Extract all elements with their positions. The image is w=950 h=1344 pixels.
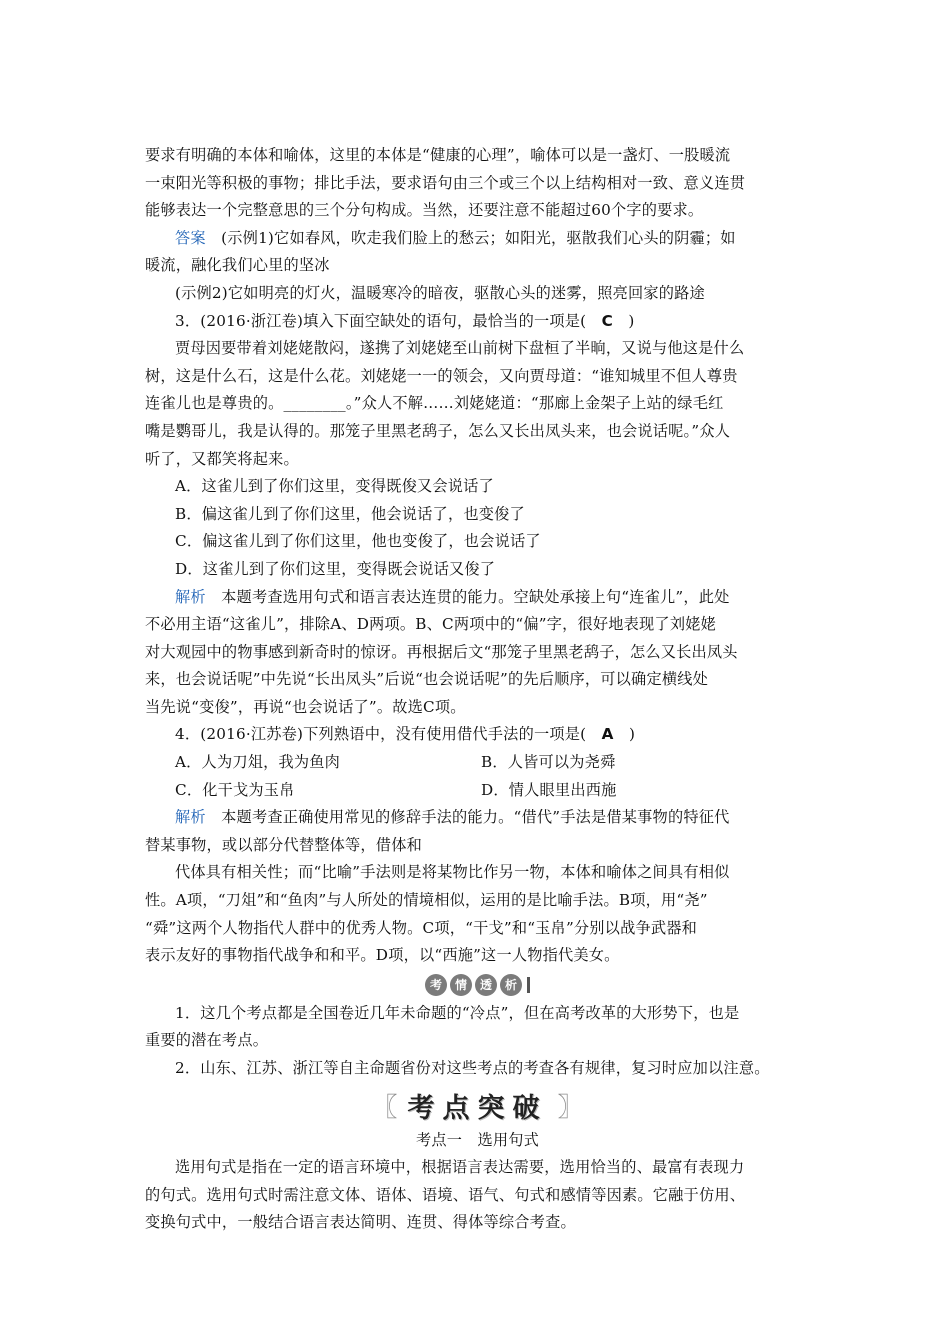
document-page	[145, 142, 810, 1237]
badge-char: 析	[500, 974, 522, 996]
option-c: C．化干戈为玉帛	[175, 780, 295, 799]
body-line: 变换句式中，一般结合语言表达简明、连贯、得体等综合考查。	[145, 1213, 576, 1232]
question-stem-text: 4．(2016·江苏卷)下列熟语中，没有使用借代手法的一项是(	[175, 725, 587, 744]
option-row	[145, 749, 810, 777]
analysis-line: 当先说“变俊”，再说“也会说话了”。故选C项。	[145, 697, 466, 716]
section-header	[145, 1085, 810, 1127]
section-subtitle: 考点一 选用句式	[415, 1130, 540, 1149]
option-b: B．偏这雀儿到了你们这里，他会说话了，也变俊了	[175, 504, 525, 523]
text-line: 暖流，融化我们心里的坚冰	[145, 256, 330, 275]
answer-line	[145, 225, 810, 253]
option-a: A．人为刀俎，我为鱼肉	[175, 753, 341, 772]
text-line: (示例2)它如明亮的灯火，温暖寒冷的暗夜，驱散心头的迷雾，照亮回家的路途	[175, 283, 705, 302]
analysis-label: 解析	[175, 587, 206, 606]
passage-line: 连雀儿也是尊贵的。________。”众人不解……刘姥姥道：“那廊上金架子上站的绿毛红	[145, 394, 724, 413]
paren-close: )	[629, 725, 636, 744]
option-row	[145, 777, 810, 805]
section-title-block	[371, 1086, 583, 1125]
kaoqing-badge-row	[145, 970, 810, 1000]
body-line: 选用句式是指在一定的语言环境中，根据语言表达需要，选用恰当的、最富有表现力	[175, 1158, 745, 1177]
option-a: A．这雀儿到了你们这里，变得既俊又会说话了	[175, 477, 494, 496]
kaoqing-badge	[425, 974, 530, 996]
option-b: B．人皆可以为尧舜	[481, 753, 616, 772]
question-answer: C	[601, 311, 613, 330]
answer-label: 答案	[175, 228, 206, 247]
note-line: 1．这几个考点都是全国卷近几年未命题的“冷点”，但在高考改革的大形势下，也是	[175, 1003, 740, 1022]
question-4-stem	[145, 721, 810, 749]
analysis-text: 本题考查选用句式和语言表达连贯的能力。空缺处承接上句“连雀儿”，此处	[205, 587, 730, 606]
analysis-line	[145, 584, 810, 612]
analysis-label: 解析	[175, 808, 206, 827]
question-3-stem	[145, 308, 810, 336]
analysis-text: 本题考查正确使用常见的修辞手法的能力。“借代”手法是借某事物的特征代	[205, 808, 730, 827]
right-bracket: 〗	[557, 1093, 584, 1124]
question-answer: A	[601, 725, 614, 744]
analysis-line: “舜”这两个人物指代人群中的优秀人物。C项，“干戈”和“玉帛”分别以战争武器和	[145, 918, 698, 937]
passage-line: 树，这是什么石，这是什么花。刘姥姥一一的领会，又向贾母道：“谁知城里不但人尊贵	[145, 366, 738, 385]
section-title: 考点突破	[407, 1093, 548, 1125]
badge-char: 考	[425, 974, 447, 996]
badge-char: 情	[450, 974, 472, 996]
left-bracket: 〖	[371, 1093, 398, 1124]
analysis-line: 来，也会说话呢”中先说“长出凤头”后说“也会说话呢”的先后顺序，可以确定横线处	[145, 670, 708, 689]
passage-line: 贾母因要带着刘姥姥散闷，遂携了刘姥姥至山前树下盘桓了半晌，又说与他这是什么	[175, 339, 745, 358]
text-line: 能够表达一个完整意思的三个分句构成。当然，还要注意不能超过60个字的要求。	[145, 201, 704, 220]
question-stem-text: 3．(2016·浙江卷)填入下面空缺处的语句，最恰当的一项是(	[175, 311, 587, 330]
analysis-line: 表示友好的事物指代战争和和平。D项，以“西施”这一人物指代美女。	[145, 946, 620, 965]
note-line: 重要的潜在考点。	[145, 1031, 269, 1050]
passage-line: 嘴是鹦哥儿，我是认得的。那笼子里黑老鸹子，怎么又长出凤头来，也会说话呢。”众人	[145, 421, 731, 440]
body-line: 的句式。选用句式时需注意文体、语体、语境、语气、句式和感情等因素。它融于仿用、	[145, 1185, 746, 1204]
note-line: 2．山东、江苏、浙江等自主命题省份对这些考点的考查各有规律，复习时应加以注意。	[175, 1059, 770, 1077]
analysis-line: 不必用主语“这雀儿”，排除A、D两项。B、C两项中的“偏”字，很好地表现了刘姥姥	[145, 615, 716, 634]
analysis-line: 代体具有相关性；而“比喻”手法则是将某物比作另一物，本体和喻体之间具有相似	[175, 863, 730, 882]
analysis-line	[145, 804, 810, 832]
text-line: 一束阳光等积极的事物；排比手法，要求语句由三个或三个以上结构相对一致、意义连贯	[145, 173, 746, 192]
analysis-line: 对大观园中的物事感到新奇时的惊讶。再根据后文“那笼子里黑老鸹子，怎么又长出凤头	[145, 642, 738, 661]
option-c: C．偏这雀儿到了你们这里，他也变俊了，也会说话了	[175, 532, 541, 551]
analysis-line: 性。A项，“刀俎”和“鱼肉”与人所处的情境相似，运用的是比喻手法。B项，用“尧”	[145, 891, 708, 910]
badge-bar	[527, 977, 530, 993]
option-d: D．情人眼里出西施	[481, 780, 617, 799]
badge-char: 透	[475, 974, 497, 996]
passage-line: 听了，又都笑将起来。	[145, 449, 299, 468]
text-line: 要求有明确的本体和喻体，这里的本体是“健康的心理”，喻体可以是一盏灯、一股暖流	[145, 146, 731, 164]
answer-text: (示例1)它如春风，吹走我们脸上的愁云；如阳光，驱散我们心头的阴霾；如	[205, 228, 736, 247]
paren-close: )	[628, 311, 635, 330]
option-d: D．这雀儿到了你们这里，变得既会说话又俊了	[175, 559, 496, 578]
analysis-line: 替某事物，或以部分代替整体等，借体和	[145, 835, 422, 854]
